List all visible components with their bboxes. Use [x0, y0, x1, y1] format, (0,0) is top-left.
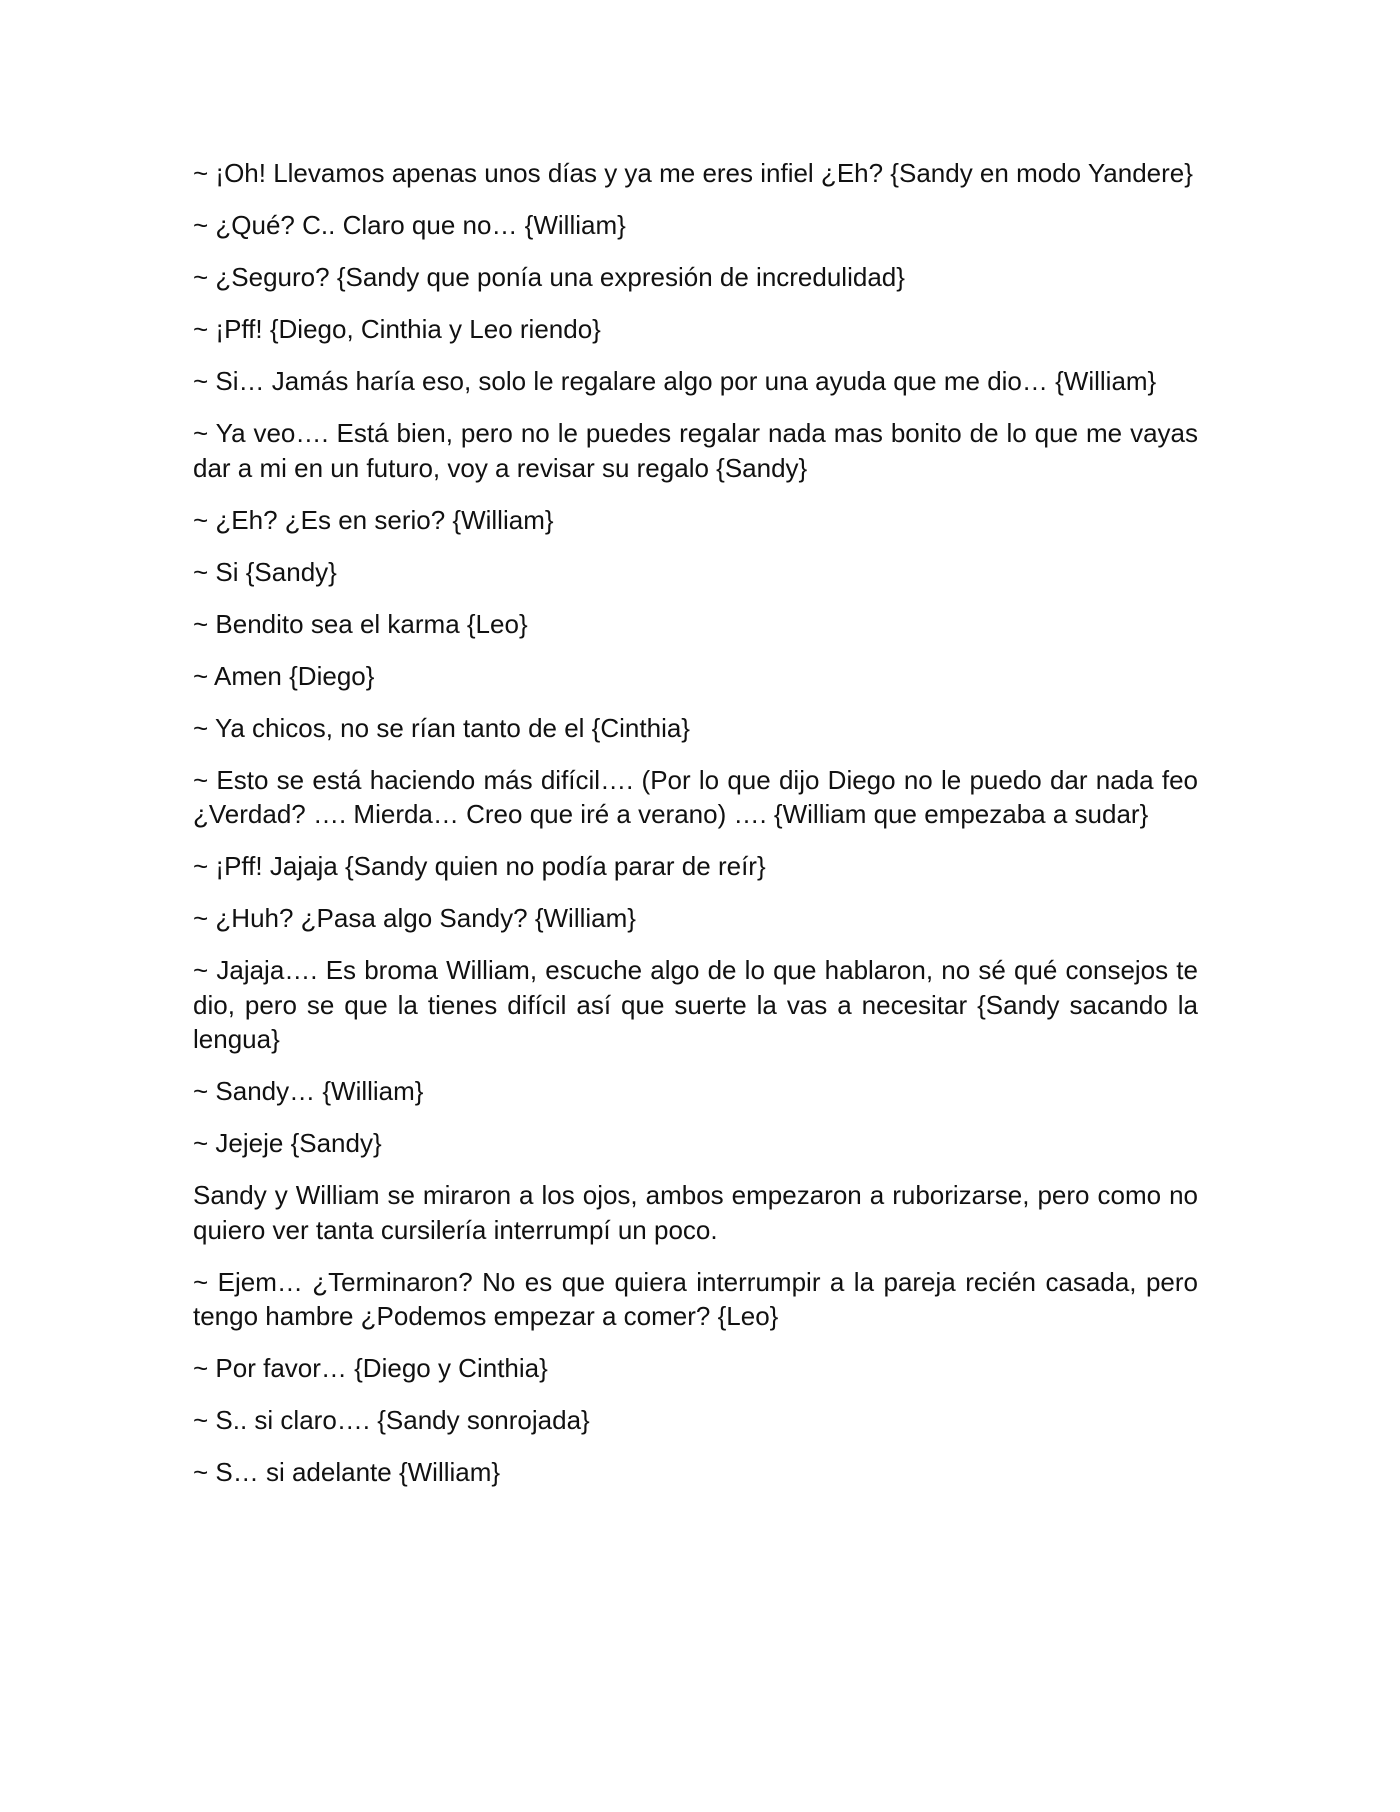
paragraph: ~ Jajaja…. Es broma William, escuche algo de lo que hablaron, no sé qué consejos te dio, pero se que la tienes difícil así que suerte la vas a necesitar {Sandy sacando la lengua}: [193, 955, 1198, 1054]
paragraph: ~ Jejeje {Sandy}: [193, 1128, 382, 1158]
paragraph: ~ ¿Qué? C.. Claro que no… {William}: [193, 210, 626, 240]
paragraph: ~ S.. si claro…. {Sandy sonrojada}: [193, 1405, 590, 1435]
paragraph: ~ Esto se está haciendo más difícil…. (Por lo que dijo Diego no le puedo dar nada feo ¿Verdad? …. Mierda… Creo que iré a verano) …. {William que empezaba a sudar}: [193, 764, 1198, 829]
paragraph: Sandy y William se miraron a los ojos, ambos empezaron a ruborizarse, pero como no quiero ver tanta cursilería interrumpí un poco.: [193, 1180, 1198, 1245]
document-body: [193, 156, 1198, 1507]
paragraph: ~ S… si adelante {William}: [193, 1457, 501, 1487]
paragraph: ~ Sandy… {William}: [193, 1076, 424, 1106]
paragraph: ~ Ya veo…. Está bien, pero no le puedes regalar nada mas bonito de lo que me vayas dar a mi en un futuro, voy a revisar su regalo {Sandy}: [193, 418, 1198, 483]
paragraph: ~ ¿Seguro? {Sandy que ponía una expresión de incredulidad}: [193, 262, 905, 292]
paragraph: ~ Ya chicos, no se rían tanto de el {Cinthia}: [193, 712, 690, 743]
paragraph: ~ Bendito sea el karma {Leo}: [193, 608, 528, 639]
paragraph: ~ ¿Huh? ¿Pasa algo Sandy? {William}: [193, 903, 636, 933]
paragraph: ~ ¡Pff! Jajaja {Sandy quien no podía parar de reír}: [193, 851, 766, 881]
paragraph: ~ ¿Eh? ¿Es en serio? {William}: [193, 504, 554, 535]
paragraph: ~ ¡Oh! Llevamos apenas unos días y ya me eres infiel ¿Eh? {Sandy en modo Yandere}: [193, 158, 1193, 188]
paragraph: ~ Si… Jamás haría eso, solo le regalare algo por una ayuda que me dio… {William}: [193, 366, 1157, 396]
paragraph: ~ Por favor… {Diego y Cinthia}: [193, 1353, 548, 1383]
paragraph: ~ Amen {Diego}: [193, 660, 375, 691]
paragraph: ~ Si {Sandy}: [193, 556, 337, 587]
paragraph: ~ Ejem… ¿Terminaron? No es que quiera interrumpir a la pareja recién casada, pero tengo hambre ¿Podemos empezar a comer? {Leo}: [193, 1266, 1198, 1331]
paragraph: ~ ¡Pff! {Diego, Cinthia y Leo riendo}: [193, 314, 601, 344]
